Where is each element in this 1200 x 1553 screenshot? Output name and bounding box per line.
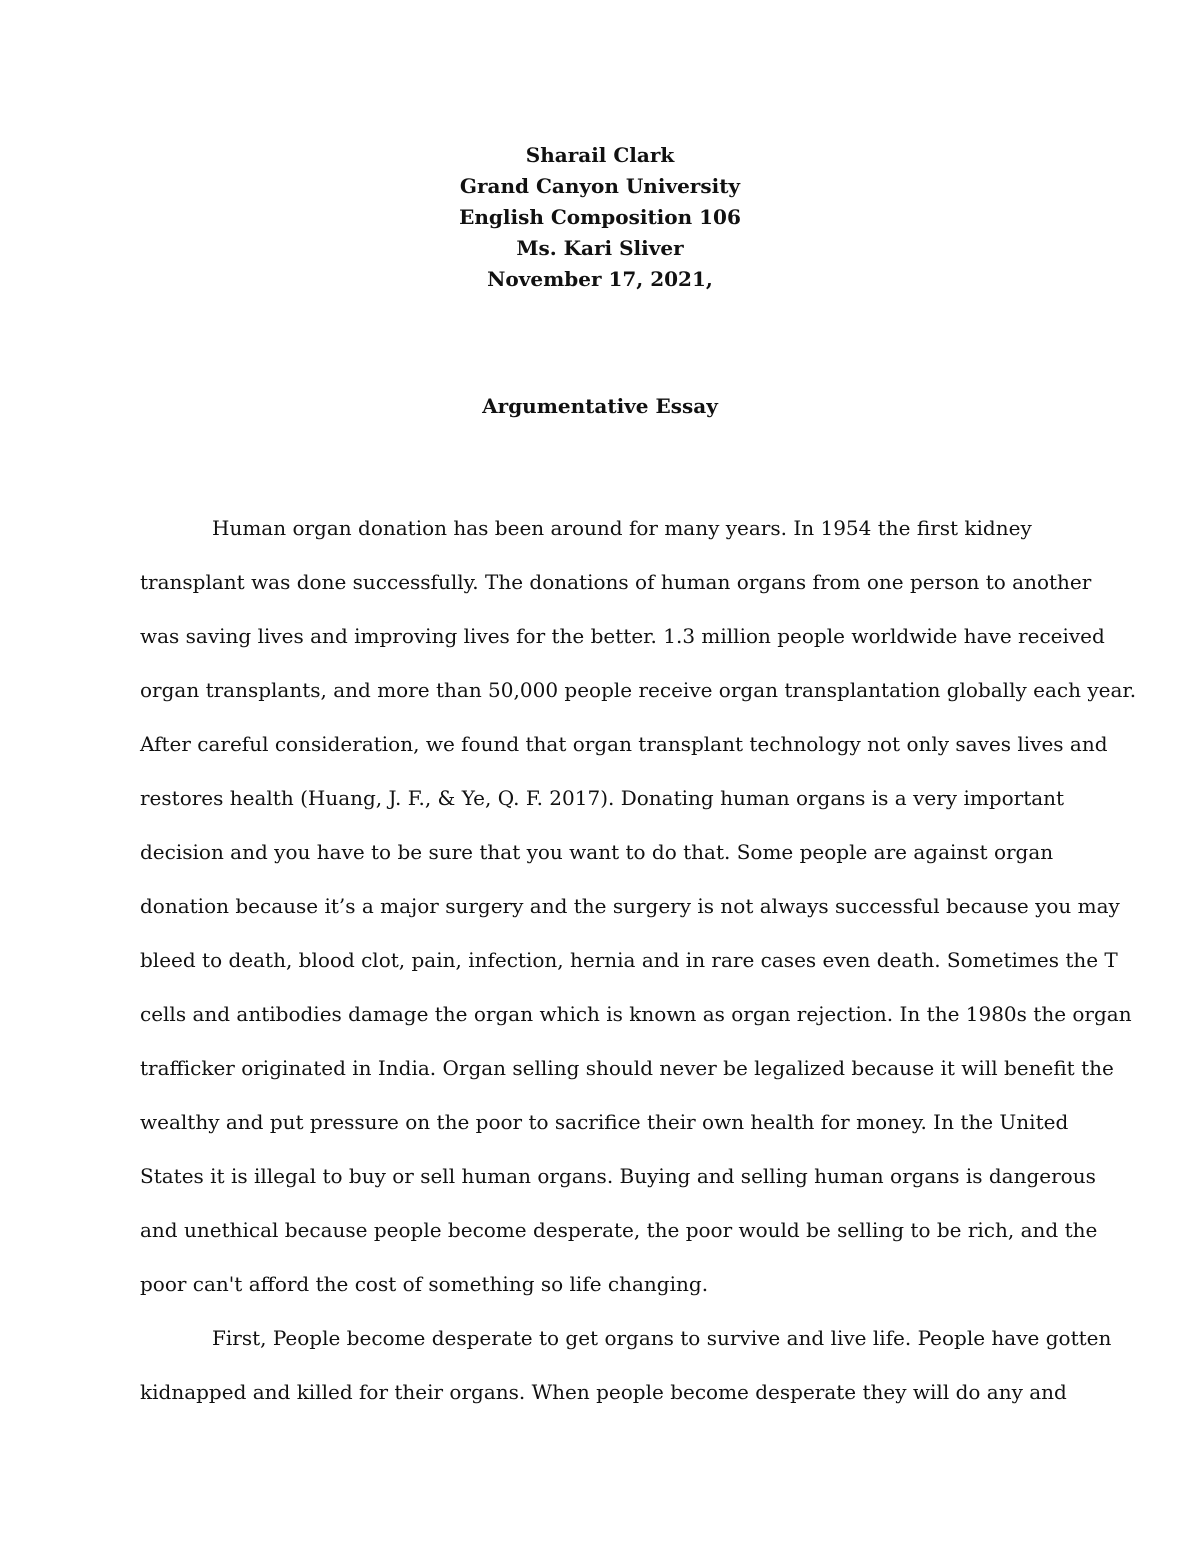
paragraph-line: transplant was done successfully. The donations of human organs from one person to another [140, 570, 1092, 594]
paragraph-line: was saving lives and improving lives for the better. 1.3 million people worldwide have received [140, 624, 1105, 648]
paragraph-line: and unethical because people become desperate, the poor would be selling to be rich, and the [140, 1218, 1098, 1242]
paragraph-line: bleed to death, blood clot, pain, infection, hernia and in rare cases even death. Sometimes the T [140, 948, 1118, 972]
header-block [0, 140, 1200, 295]
paragraph-line: decision and you have to be sure that you want to do that. Some people are against organ [140, 840, 1054, 864]
submission-date: November 17, 2021, [487, 267, 713, 291]
paragraph-line: Human organ donation has been around for many years. In 1954 the first kidney [212, 516, 1032, 540]
paragraph-line: After careful consideration, we found that organ transplant technology not only saves lives and [140, 732, 1108, 756]
paragraph-line: kidnapped and killed for their organs. When people become desperate they will do any and [140, 1380, 1067, 1404]
paragraph-line: trafficker originated in India. Organ selling should never be legalized because it will benefit the [140, 1056, 1114, 1080]
essay-body [140, 513, 1137, 1431]
course-name: English Composition 106 [459, 205, 741, 229]
paragraph-line: wealthy and put pressure on the poor to sacrifice their own health for money. In the United [140, 1110, 1069, 1134]
paragraph-line: donation because it’s a major surgery and the surgery is not always successful because you may [140, 894, 1120, 918]
institution-name: Grand Canyon University [459, 174, 741, 198]
instructor-name: Ms. Kari Sliver [516, 236, 684, 260]
paragraph-line: poor can't afford the cost of something so life changing. [140, 1272, 709, 1296]
paragraph-line: First, People become desperate to get organs to survive and live life. People have gotten [212, 1326, 1112, 1350]
paragraph-line: States it is illegal to buy or sell human organs. Buying and selling human organs is dangerous [140, 1164, 1096, 1188]
paragraph-line: cells and antibodies damage the organ which is known as organ rejection. In the 1980s the organ [140, 1002, 1132, 1026]
author-name: Sharail Clark [525, 143, 675, 167]
essay-title: Argumentative Essay [482, 394, 718, 418]
paragraph-line: organ transplants, and more than 50,000 people receive organ transplantation globally each year. [140, 678, 1137, 702]
paragraph-line: restores health (Huang, J. F., & Ye, Q. F. 2017). Donating human organs is a very important [140, 786, 1065, 810]
